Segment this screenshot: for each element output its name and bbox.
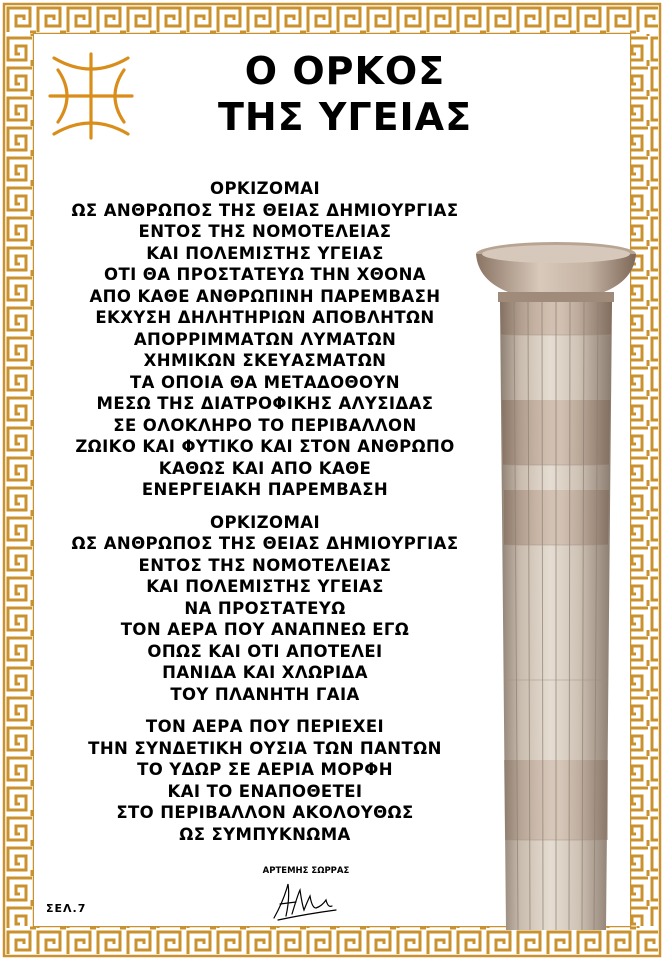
poem-line: ΠΑΝΙΔΑ ΚΑΙ ΧΛΩΡΙΔΑ — [162, 663, 368, 682]
poem-line: ΤΟΥ ΠΛΑΝΗΤΗ ΓΑΙΑ — [170, 684, 360, 704]
poem-line: ΣΕ ΟΛΟΚΛΗΡΟ ΤΟ ΠΕΡΙΒΑΛΛΟΝ — [113, 415, 417, 435]
page-number: ΣΕΛ.7 — [46, 902, 87, 915]
poem-line: ΤΟΝ ΑΕΡΑ ΠΟΥ ΠΕΡΙΕΧΕΙ — [145, 717, 385, 736]
page-title — [180, 48, 510, 140]
stanza-2 — [40, 512, 490, 706]
poem-line: ΤΑ ΟΠΟΙΑ ΘΑ ΜΕΤΑΔΟΘΟΥΝ — [130, 372, 400, 392]
poem-line: ΕΚΧΥΣΗ ΔΗΛΗΤΗΡΙΩΝ ΑΠΟΒΛΗΤΩΝ — [95, 308, 435, 327]
poem-line: ΧΗΜΙΚΩΝ ΣΚΕΥΑΣΜΑΤΩΝ — [143, 351, 387, 370]
oath-text — [40, 178, 490, 856]
poem-line: ΝΑ ΠΡΟΣΤΑΤΕΥΩ — [184, 598, 346, 618]
handwritten-signature-icon — [270, 880, 340, 922]
poem-line: ΚΑΙ ΠΟΛΕΜΙΣΤΗΣ ΥΓΕΙΑΣ — [146, 243, 384, 263]
poem-line: ΩΣ ΣΥΜΠΥΚΝΩΜΑ — [179, 824, 351, 844]
poem-line: ΚΑΘΩΣ ΚΑΙ ΑΠΟ ΚΑΘΕ — [158, 458, 372, 478]
author-name: ΑΡΤΕΜΗΣ ΣΩΡΡΑΣ — [262, 866, 350, 876]
poem-line: ΕΝΕΡΓΕΙΑΚΗ ΠΑΡΕΜΒΑΣΗ — [141, 480, 389, 499]
poem-line: ΚΑΙ ΤΟ ΕΝΑΠΟΘΕΤΕΙ — [167, 781, 363, 801]
poem-line: ΟΡΚΙΖΟΜΑΙ — [210, 512, 320, 532]
stanza-3 — [40, 716, 490, 845]
poem-line: ΤΗΝ ΣΥΝΔΕΤΙΚΗ ΟΥΣΙΑ ΤΩΝ ΠΑΝΤΩΝ — [88, 738, 442, 758]
poem-line: ΩΣ ΑΝΘΡΩΠΟΣ ΤΗΣ ΘΕΙΑΣ ΔΗΜΙΟΥΡΓΙΑΣ — [71, 534, 459, 553]
poem-line: ΟΠΩΣ ΚΑΙ ΟΤΙ ΑΠΟΤΕΛΕΙ — [147, 641, 383, 661]
poem-line: ΕΝΤΟΣ ΤΗΣ ΝΟΜΟΤΕΛΕΙΑΣ — [138, 222, 392, 241]
poem-line: ΜΕΣΩ ΤΗΣ ΔΙΑΤΡΟΦΙΚΗΣ ΑΛΥΣΙΔΑΣ — [96, 394, 434, 413]
poem-line: ΟΡΚΙΖΟΜΑΙ — [210, 179, 320, 198]
poem-line: ΚΑΙ ΠΟΛΕΜΙΣΤΗΣ ΥΓΕΙΑΣ — [146, 577, 384, 596]
poem-line: ΑΠΟΡΡΙΜΜΑΤΩΝ ΛΥΜΑΤΩΝ — [133, 329, 397, 349]
poem-line: ΤΟΝ ΑΕΡΑ ΠΟΥ ΑΝΑΠΝΕΩ ΕΓΩ — [120, 620, 410, 639]
poem-line: ΑΠΟ ΚΑΘΕ ΑΝΘΡΩΠΙΝΗ ΠΑΡΕΜΒΑΣΗ — [89, 286, 441, 306]
poem-line: ΩΣ ΑΝΘΡΩΠΟΣ ΤΗΣ ΘΕΙΑΣ ΔΗΜΙΟΥΡΓΙΑΣ — [71, 200, 459, 220]
poem-line: ΟΤΙ ΘΑ ΠΡΟΣΤΑΤΕΥΩ ΤΗΝ ΧΘΟΝΑ — [104, 265, 426, 284]
poem-line: ΣΤΟ ΠΕΡΙΒΑΛΛΟΝ ΑΚΟΛΟΥΘΩΣ — [116, 803, 414, 822]
poem-line: ΤΟ ΥΔΩΡ ΣΕ ΑΕΡΙΑ ΜΟΡΦΗ — [137, 760, 393, 779]
poem-line: ΕΝΤΟΣ ΤΗΣ ΝΟΜΟΤΕΛΕΙΑΣ — [138, 555, 392, 575]
greek-star-symbol-icon — [48, 50, 134, 142]
doric-column-image — [468, 240, 638, 930]
title-line-2: ΤΗΣ ΥΓΕΙΑΣ — [217, 95, 473, 139]
poem-line: ΖΩΙΚΟ ΚΑΙ ΦΥΤΙΚΟ ΚΑΙ ΣΤΟΝ ΑΝΘΡΩΠΟ — [75, 437, 455, 456]
stanza-1 — [40, 178, 490, 501]
title-line-1: Ο ΟΡΚΟΣ — [244, 49, 446, 93]
